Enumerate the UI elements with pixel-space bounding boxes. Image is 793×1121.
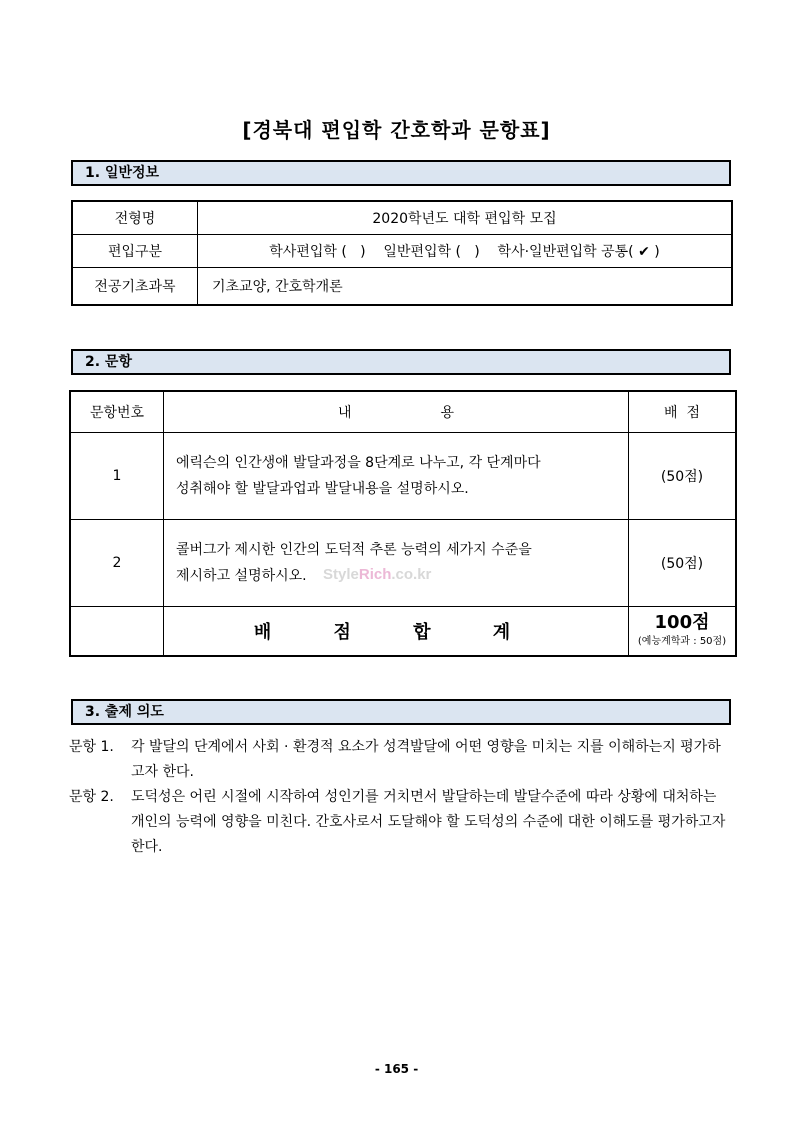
- total-empty-cell: [70, 606, 164, 656]
- intent-number: 문항 2.: [69, 789, 114, 805]
- intent-text: 각 발달의 단계에서 사회 · 환경적 요소가 성격발달에 어떤 영향을 미치는 지를 이해하는지 평가하고자 한다.: [131, 739, 721, 780]
- question-score: (50점): [629, 432, 737, 519]
- header-score: 배 점: [629, 391, 737, 432]
- intent-text: 도덕성은 어린 시절에 시작하여 성인기를 거치면서 발달하는데 발달수준에 따라 상황에 대처하는 개인의 능력에 영향을 미친다. 간호사로서 도달해야 할 도덕성의 수준에 대한 이해도를 평가하고자 한다.: [131, 789, 726, 855]
- total-label: 배 점 합 계: [253, 621, 539, 643]
- intent-item: [69, 735, 733, 785]
- intent-item: [69, 785, 733, 860]
- value-admission-type: 2020학년도 대학 편입학 모집: [198, 201, 733, 234]
- question-content: [164, 519, 629, 606]
- question-number: 1: [70, 432, 164, 519]
- label-basic-subjects: 전공기초과목: [72, 267, 198, 305]
- question-score: (50점): [629, 519, 737, 606]
- page-number: - 165 -: [374, 1062, 419, 1076]
- header-content: 내 용: [164, 391, 629, 432]
- value-transfer-category: 학사편입학 ( ) 일반편입학 ( ) 학사·일반편입학 공통( ✔ ): [198, 234, 733, 267]
- value-basic-subjects: 기초교양, 간호학개론: [198, 267, 733, 305]
- question-text-line: 제시하고 설명하시오.: [176, 567, 307, 584]
- section-heading-questions: 2. 문항: [71, 349, 731, 375]
- total-score-cell: [629, 606, 737, 656]
- total-score-note: (예능계학과 : 50점): [637, 635, 727, 647]
- total-score: 100점: [654, 611, 710, 633]
- watermark: StyleRich.co.kr: [323, 566, 432, 583]
- questions-table: [69, 390, 737, 657]
- header-question-number: 문항번호: [70, 391, 164, 432]
- total-label-cell: [164, 606, 629, 656]
- section-heading-intent: 3. 출제 의도: [71, 699, 731, 725]
- question-number: 2: [70, 519, 164, 606]
- question-text-line: 성취해야 할 발달과업과 발달내용을 설명하시오.: [176, 480, 469, 497]
- intent-list: [69, 735, 733, 860]
- page-title: [경북대 편입학 간호학과 문항표]: [242, 118, 551, 142]
- general-info-table: [71, 200, 733, 306]
- question-text-line: 에릭슨의 인간생애 발달과정을 8단계로 나누고, 각 단계마다: [176, 454, 541, 471]
- question-content: [164, 432, 629, 519]
- question-text-line: 콜버그가 제시한 인간의 도덕적 추론 능력의 세가지 수준을: [176, 541, 532, 558]
- label-transfer-category: 편입구분: [72, 234, 198, 267]
- label-admission-type: 전형명: [72, 201, 198, 234]
- section-heading-general-info: 1. 일반정보: [71, 160, 731, 186]
- intent-number: 문항 1.: [69, 739, 114, 755]
